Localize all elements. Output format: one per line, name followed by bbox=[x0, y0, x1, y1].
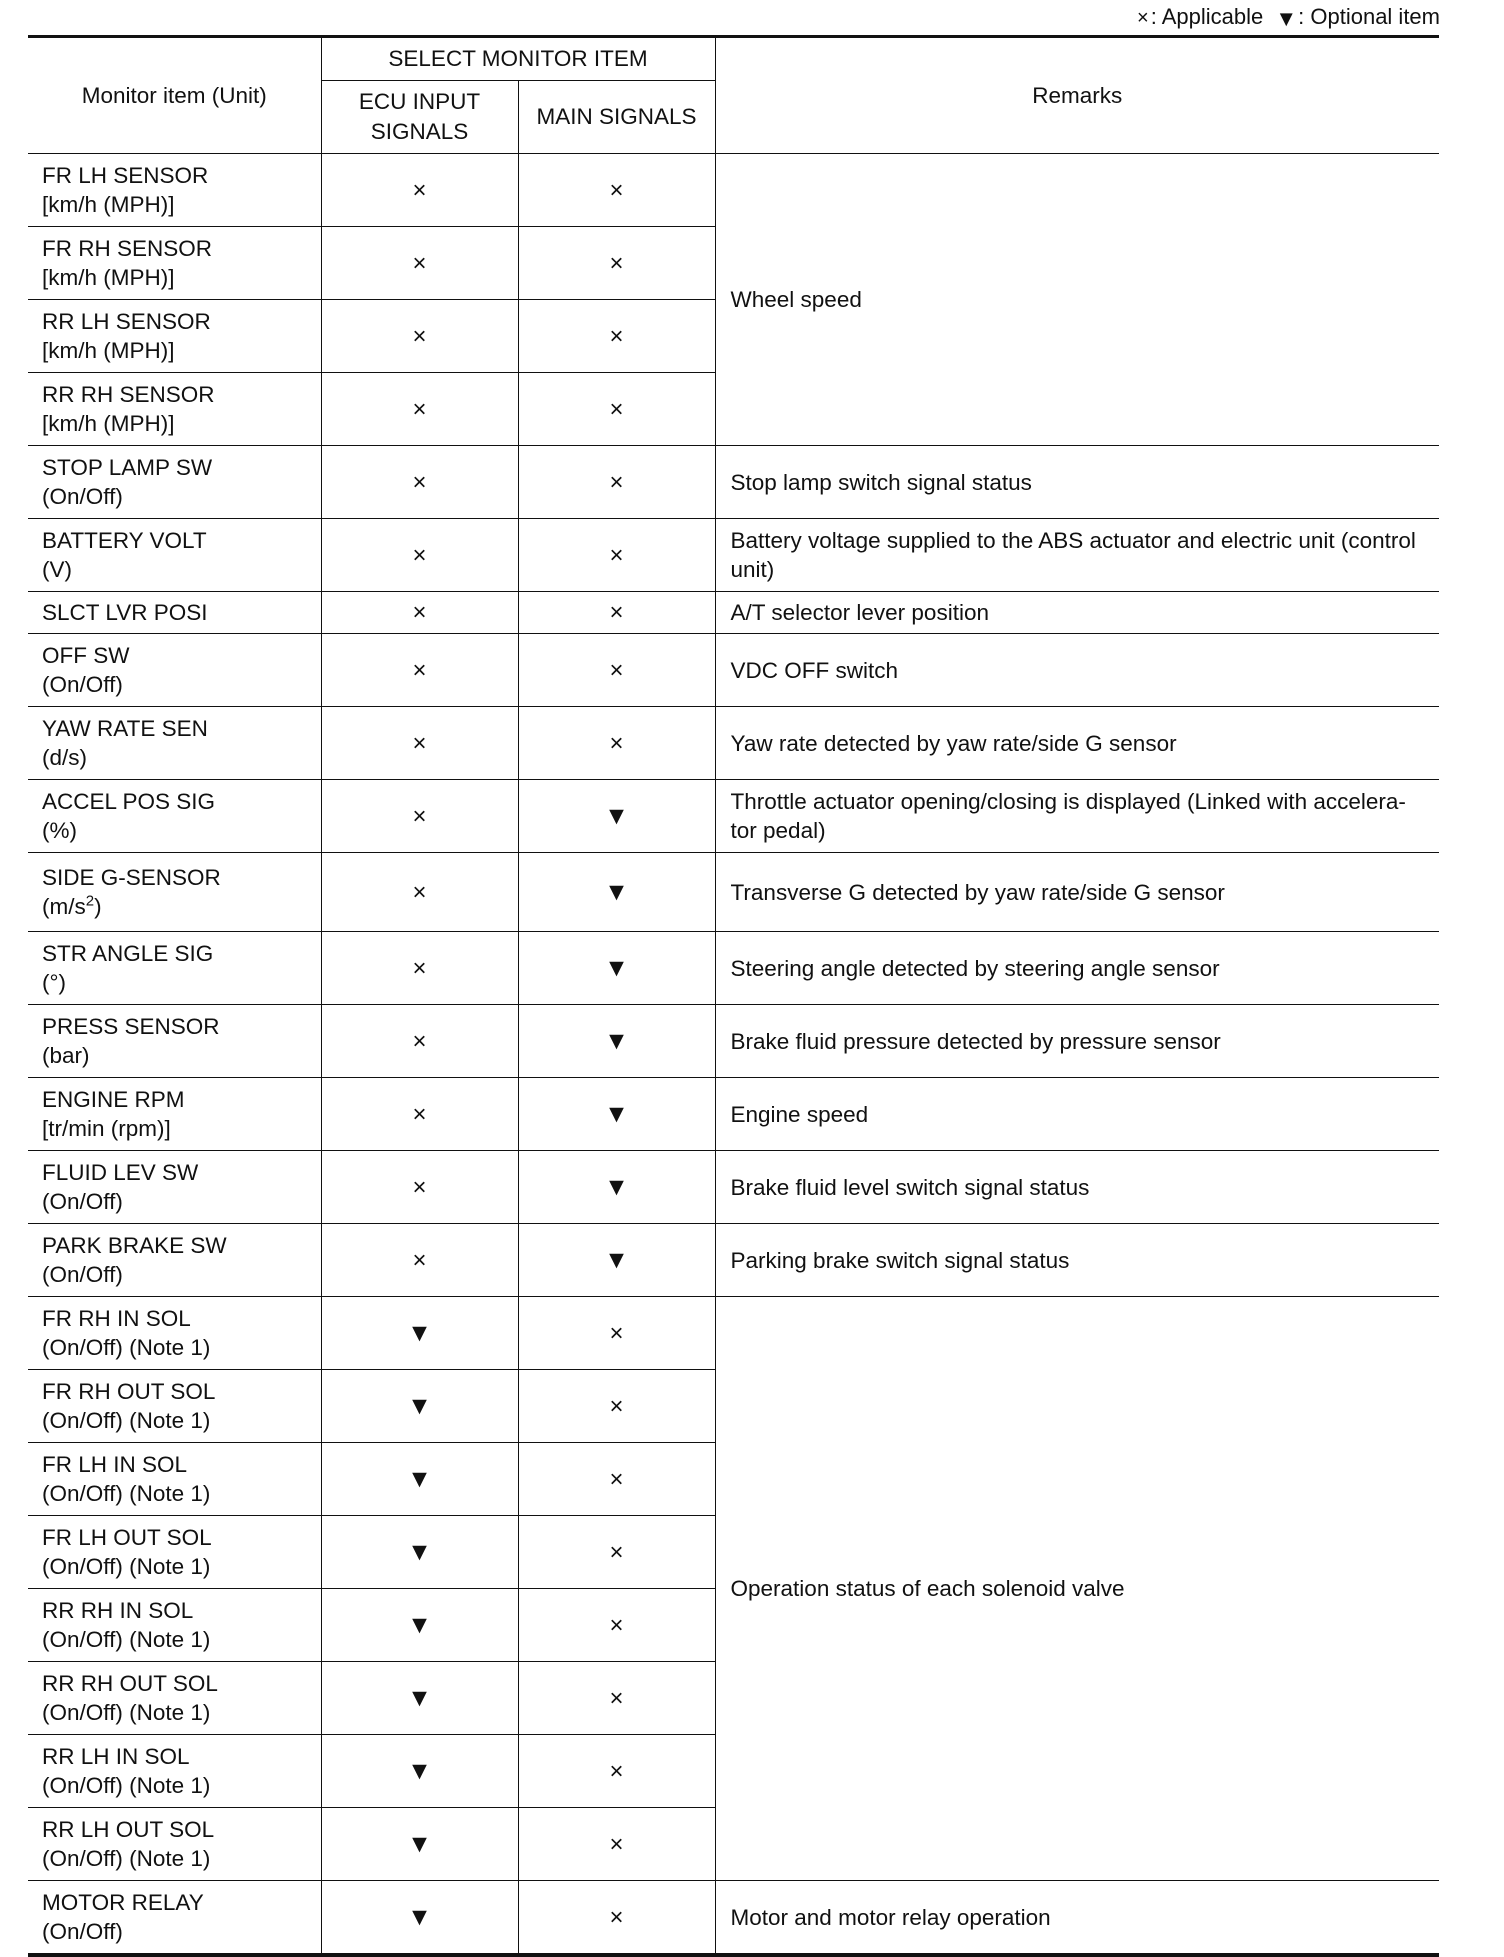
ecu-input-mark: × bbox=[321, 853, 518, 932]
monitor-item-cell bbox=[28, 780, 321, 853]
monitor-item-cell bbox=[28, 592, 321, 634]
ecu-input-mark: ▼ bbox=[321, 1881, 518, 1956]
header-monitor-item: Monitor item (Unit) bbox=[28, 37, 321, 154]
ecu-input-mark: ▼ bbox=[321, 1662, 518, 1735]
remarks-cell: A/T selector lever position bbox=[715, 592, 1439, 634]
monitor-item-cell bbox=[28, 1881, 321, 1956]
item-name: FLUID LEV SW bbox=[42, 1160, 199, 1185]
remarks-cell: Wheel speed bbox=[715, 154, 1439, 446]
item-unit: (On/Off) (Note 1) bbox=[42, 1700, 211, 1725]
table-row bbox=[28, 1881, 1439, 1956]
item-name: FR RH OUT SOL bbox=[42, 1379, 216, 1404]
remarks-cell: Brake fluid pressure detected by pressure sensor bbox=[715, 1005, 1439, 1078]
item-unit: [km/h (MPH)] bbox=[42, 265, 175, 290]
item-name: RR LH OUT SOL bbox=[42, 1817, 215, 1842]
ecu-input-mark: × bbox=[321, 1151, 518, 1224]
monitor-item-cell bbox=[28, 853, 321, 932]
remarks-cell: Battery voltage supplied to the ABS actuator and electric unit (control unit) bbox=[715, 519, 1439, 592]
ecu-input-mark: × bbox=[321, 1078, 518, 1151]
monitor-item-cell bbox=[28, 932, 321, 1005]
table-row bbox=[28, 1078, 1439, 1151]
item-name: BATTERY VOLT bbox=[42, 528, 207, 553]
main-signals-mark: ▼ bbox=[518, 780, 715, 853]
main-signals-mark: ▼ bbox=[518, 1224, 715, 1297]
ecu-input-mark: × bbox=[321, 300, 518, 373]
main-signals-mark: ▼ bbox=[518, 853, 715, 932]
remarks-cell: VDC OFF switch bbox=[715, 634, 1439, 707]
remarks-cell: Parking brake switch signal status bbox=[715, 1224, 1439, 1297]
main-signals-mark: × bbox=[518, 1881, 715, 1956]
item-unit-end: ) bbox=[94, 894, 102, 919]
item-name: RR RH OUT SOL bbox=[42, 1671, 218, 1696]
ecu-input-mark: × bbox=[321, 519, 518, 592]
main-signals-mark: × bbox=[518, 1735, 715, 1808]
item-unit: (d/s) bbox=[42, 745, 87, 770]
item-unit: (On/Off) bbox=[42, 1189, 123, 1214]
main-signals-mark: × bbox=[518, 446, 715, 519]
item-name: FR LH IN SOL bbox=[42, 1452, 188, 1477]
item-name: PRESS SENSOR bbox=[42, 1014, 220, 1039]
ecu-input-mark: × bbox=[321, 446, 518, 519]
item-unit: [tr/min (rpm)] bbox=[42, 1116, 171, 1141]
table-row bbox=[28, 1005, 1439, 1078]
header-remarks: Remarks bbox=[715, 37, 1439, 154]
monitor-item-cell bbox=[28, 1735, 321, 1808]
ecu-input-mark: × bbox=[321, 373, 518, 446]
monitor-item-cell bbox=[28, 1370, 321, 1443]
table-row bbox=[28, 1224, 1439, 1297]
ecu-input-mark: ▼ bbox=[321, 1297, 518, 1370]
table-row bbox=[28, 1297, 1439, 1370]
item-name: ACCEL POS SIG bbox=[42, 789, 215, 814]
main-signals-mark: × bbox=[518, 1297, 715, 1370]
item-unit: [km/h (MPH)] bbox=[42, 338, 175, 363]
item-name: OFF SW bbox=[42, 643, 130, 668]
item-unit: (°) bbox=[42, 970, 66, 995]
item-unit: (On/Off) bbox=[42, 1262, 123, 1287]
item-unit: (On/Off) bbox=[42, 484, 123, 509]
main-signals-mark: × bbox=[518, 373, 715, 446]
ecu-input-mark: ▼ bbox=[321, 1370, 518, 1443]
remarks-cell: Transverse G detected by yaw rate/side G sensor bbox=[715, 853, 1439, 932]
main-signals-mark: × bbox=[518, 707, 715, 780]
monitor-item-cell bbox=[28, 519, 321, 592]
ecu-input-mark: ▼ bbox=[321, 1735, 518, 1808]
main-signals-mark: × bbox=[518, 592, 715, 634]
monitor-item-cell bbox=[28, 1005, 321, 1078]
table-row bbox=[28, 519, 1439, 592]
ecu-input-mark: ▼ bbox=[321, 1808, 518, 1881]
ecu-input-mark: × bbox=[321, 154, 518, 227]
ecu-input-mark: × bbox=[321, 634, 518, 707]
monitor-item-cell bbox=[28, 707, 321, 780]
header-select-monitor-item: SELECT MONITOR ITEM bbox=[321, 37, 715, 81]
main-signals-mark: × bbox=[518, 1370, 715, 1443]
remarks-cell: Yaw rate detected by yaw rate/side G sensor bbox=[715, 707, 1439, 780]
item-name: RR RH SENSOR bbox=[42, 382, 215, 407]
item-unit: (On/Off) (Note 1) bbox=[42, 1481, 211, 1506]
monitor-item-cell bbox=[28, 373, 321, 446]
monitor-item-cell bbox=[28, 1151, 321, 1224]
table-row bbox=[28, 592, 1439, 634]
main-signals-mark: × bbox=[518, 1589, 715, 1662]
item-unit: (%) bbox=[42, 818, 77, 843]
main-signals-mark: × bbox=[518, 1516, 715, 1589]
item-name: RR LH SENSOR bbox=[42, 309, 211, 334]
monitor-item-cell bbox=[28, 154, 321, 227]
item-unit: (On/Off) (Note 1) bbox=[42, 1846, 211, 1871]
header-ecu-input-signals: ECU INPUT SIGNALS bbox=[321, 81, 518, 154]
table-row bbox=[28, 853, 1439, 932]
item-name: STOP LAMP SW bbox=[42, 455, 213, 480]
monitor-item-cell bbox=[28, 1078, 321, 1151]
ecu-input-mark: × bbox=[321, 1005, 518, 1078]
item-name: MOTOR RELAY bbox=[42, 1890, 204, 1915]
item-unit-superscript: 2 bbox=[85, 892, 95, 910]
remarks-cell: Steering angle detected by steering angle sensor bbox=[715, 932, 1439, 1005]
ecu-input-mark: ▼ bbox=[321, 1516, 518, 1589]
item-name: RR LH IN SOL bbox=[42, 1744, 190, 1769]
optional-triangle-icon: ▼ bbox=[1275, 6, 1298, 31]
main-signals-mark: × bbox=[518, 1443, 715, 1516]
item-name: SLCT LVR POSI bbox=[42, 600, 208, 625]
ecu-input-mark: × bbox=[321, 707, 518, 780]
applicable-symbol: × bbox=[1137, 7, 1149, 29]
table-body bbox=[28, 154, 1439, 1956]
main-signals-mark: × bbox=[518, 154, 715, 227]
table-row bbox=[28, 446, 1439, 519]
ecu-input-mark: × bbox=[321, 932, 518, 1005]
main-signals-mark: × bbox=[518, 634, 715, 707]
item-unit: (On/Off) (Note 1) bbox=[42, 1335, 211, 1360]
item-name: FR LH SENSOR bbox=[42, 163, 209, 188]
remarks-cell: Operation status of each solenoid valve bbox=[715, 1297, 1439, 1881]
table-row bbox=[28, 780, 1439, 853]
ecu-input-mark: ▼ bbox=[321, 1589, 518, 1662]
header-main-signals: MAIN SIGNALS bbox=[518, 81, 715, 154]
item-unit: (On/Off) bbox=[42, 1919, 123, 1944]
monitor-item-cell bbox=[28, 1808, 321, 1881]
monitor-item-cell bbox=[28, 227, 321, 300]
item-name: ENGINE RPM bbox=[42, 1087, 185, 1112]
item-name: YAW RATE SEN bbox=[42, 716, 208, 741]
main-signals-mark: ▼ bbox=[518, 1005, 715, 1078]
main-signals-mark: × bbox=[518, 300, 715, 373]
ecu-input-mark: × bbox=[321, 1224, 518, 1297]
applicable-label: : Applicable bbox=[1150, 4, 1264, 29]
item-unit: [km/h (MPH)] bbox=[42, 192, 175, 217]
item-unit: (bar) bbox=[42, 1043, 90, 1068]
remarks-cell: Brake fluid level switch signal status bbox=[715, 1151, 1439, 1224]
item-unit-wrap bbox=[42, 892, 311, 921]
item-unit: (On/Off) bbox=[42, 672, 123, 697]
item-name: PARK BRAKE SW bbox=[42, 1233, 227, 1258]
table-row bbox=[28, 634, 1439, 707]
item-name: FR LH OUT SOL bbox=[42, 1525, 212, 1550]
main-signals-mark: × bbox=[518, 519, 715, 592]
monitor-item-cell bbox=[28, 1297, 321, 1370]
remarks-cell: Motor and motor relay operation bbox=[715, 1881, 1439, 1956]
main-signals-mark: ▼ bbox=[518, 932, 715, 1005]
ecu-input-mark: ▼ bbox=[321, 1443, 518, 1516]
monitor-item-cell bbox=[28, 1662, 321, 1735]
item-unit: (On/Off) (Note 1) bbox=[42, 1408, 211, 1433]
item-name: FR RH IN SOL bbox=[42, 1306, 191, 1331]
item-unit: [km/h (MPH)] bbox=[42, 411, 175, 436]
monitor-item-cell bbox=[28, 300, 321, 373]
remarks-cell: Throttle actuator opening/closing is displayed (Linked with accelera-tor pedal) bbox=[715, 780, 1439, 853]
table-row bbox=[28, 154, 1439, 227]
optional-label: : Optional item bbox=[1298, 4, 1440, 29]
monitor-item-table bbox=[28, 35, 1439, 1957]
monitor-item-cell bbox=[28, 634, 321, 707]
item-unit: (On/Off) (Note 1) bbox=[42, 1554, 211, 1579]
main-signals-mark: × bbox=[518, 1808, 715, 1881]
remarks-cell: Engine speed bbox=[715, 1078, 1439, 1151]
main-signals-mark: ▼ bbox=[518, 1078, 715, 1151]
item-name: RR RH IN SOL bbox=[42, 1598, 194, 1623]
table-row bbox=[28, 1151, 1439, 1224]
item-unit: (On/Off) (Note 1) bbox=[42, 1627, 211, 1652]
legend bbox=[1137, 4, 1440, 30]
monitor-item-cell bbox=[28, 1589, 321, 1662]
item-name: STR ANGLE SIG bbox=[42, 941, 214, 966]
table-row bbox=[28, 707, 1439, 780]
item-name: SIDE G-SENSOR bbox=[42, 865, 221, 890]
monitor-item-cell bbox=[28, 1224, 321, 1297]
item-unit: (V) bbox=[42, 557, 72, 582]
ecu-input-mark: × bbox=[321, 227, 518, 300]
ecu-input-mark: × bbox=[321, 592, 518, 634]
main-signals-mark: ▼ bbox=[518, 1151, 715, 1224]
ecu-input-mark: × bbox=[321, 780, 518, 853]
item-unit: (m/s bbox=[42, 894, 86, 919]
remarks-cell: Stop lamp switch signal status bbox=[715, 446, 1439, 519]
table-row bbox=[28, 932, 1439, 1005]
main-signals-mark: × bbox=[518, 1662, 715, 1735]
main-signals-mark: × bbox=[518, 227, 715, 300]
monitor-item-cell bbox=[28, 1516, 321, 1589]
monitor-item-cell bbox=[28, 446, 321, 519]
item-name: FR RH SENSOR bbox=[42, 236, 213, 261]
item-unit: (On/Off) (Note 1) bbox=[42, 1773, 211, 1798]
monitor-item-cell bbox=[28, 1443, 321, 1516]
